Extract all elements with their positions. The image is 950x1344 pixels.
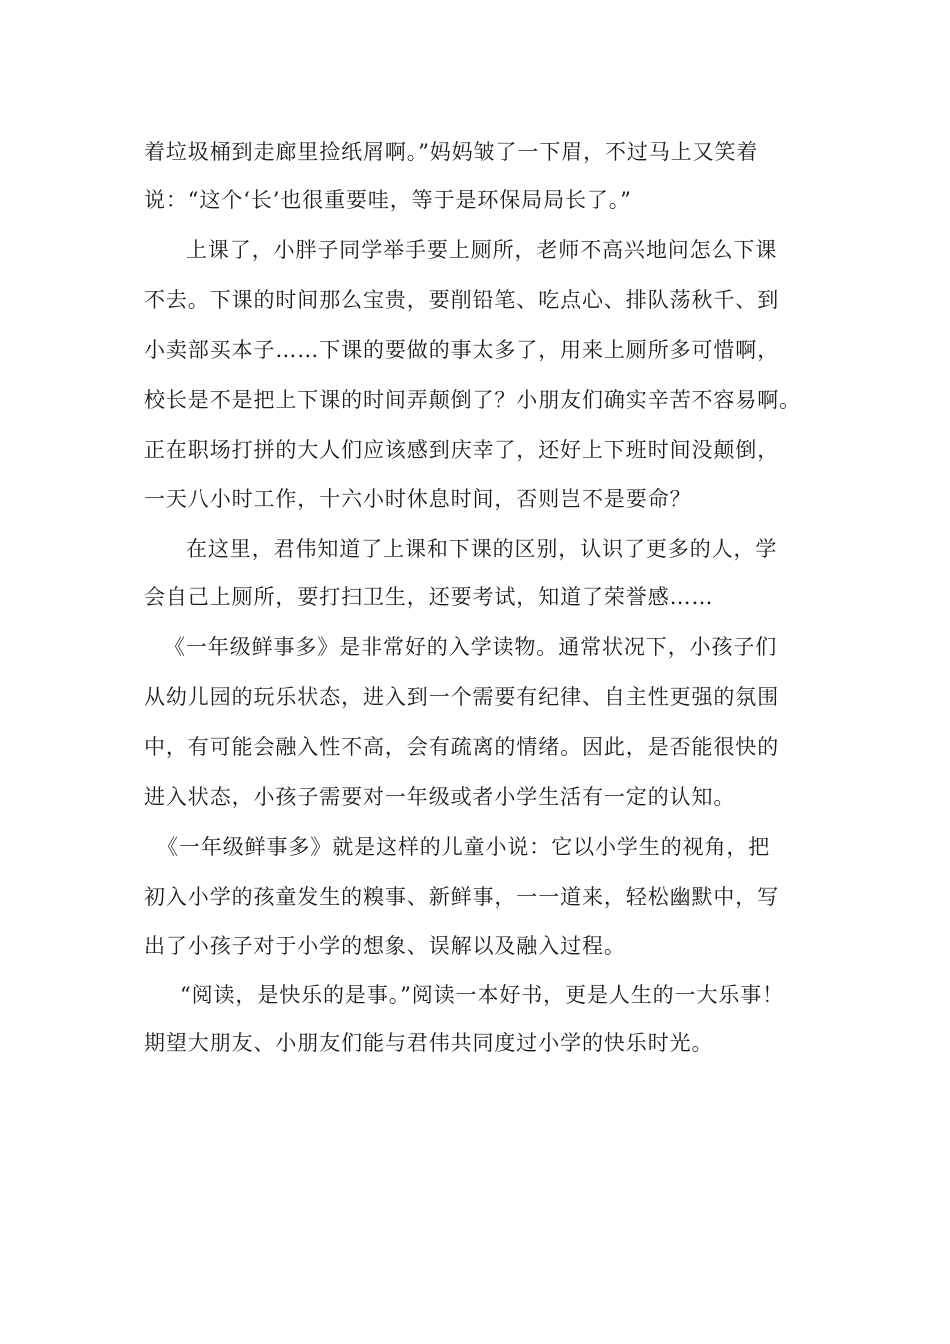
text-line: 说：“这个‘长’也很重要哇，等于是环保局局长了。” <box>144 188 632 212</box>
text-line: 校长是不是把上下课的时间弄颠倒了？小朋友们确实辛苦不容易啊。 <box>144 388 801 412</box>
text-line: 从幼儿园的玩乐状态，进入到一个需要有纪律、自主性更强的氛围 <box>144 685 780 709</box>
text-line: 一天八小时工作，十六小时休息时间，否则岂不是要命？ <box>144 487 692 511</box>
text-line: 中，有可能会融入性不高，会有疏离的情绪。因此，是否能很快的 <box>144 735 780 759</box>
text-line: 《一年级鲜事多》就是这样的儿童小说：它以小学生的视角，把 <box>157 835 771 859</box>
text-line: 着垃圾桶到走廊里捡纸屑啊。”妈妈皱了一下眉，不过马上又笑着 <box>144 140 759 164</box>
text-line: 初入小学的孩童发生的糗事、新鲜事，一一道来，轻松幽默中，写 <box>144 885 780 909</box>
text-line: 《一年级鲜事多》是非常好的入学读物。通常状况下，小孩子们 <box>164 635 778 659</box>
text-line: 进入状态，小孩子需要对一年级或者小学生活有一定的认知。 <box>144 785 736 809</box>
text-line: 在这里，君伟知道了上课和下课的区别，认识了更多的人，学 <box>186 537 778 561</box>
text-line: 小卖部买本子……下课的要做的事太多了，用来上厕所多可惜啊， <box>144 338 780 362</box>
text-line: 会自己上厕所，要打扫卫生，还要考试，知道了荣誉感…… <box>144 585 714 609</box>
text-line: 正在职场打拼的大人们应该感到庆幸了，还好上下班时间没颠倒， <box>144 438 780 462</box>
text-line: 上课了，小胖子同学举手要上厕所，老师不高兴地问怎么下课 <box>186 238 778 262</box>
text-line: “阅读，是快乐的是事。”阅读一本好书，更是人生的一大乐事！ <box>180 983 785 1007</box>
text-line: 期望大朋友、小朋友们能与君伟共同度过小学的快乐时光。 <box>144 1031 714 1055</box>
text-line: 不去。下课的时间那么宝贵，要削铅笔、吃点心、排队荡秋千、到 <box>144 288 780 312</box>
text-line: 出了小孩子对于小学的想象、误解以及融入过程。 <box>144 934 626 958</box>
